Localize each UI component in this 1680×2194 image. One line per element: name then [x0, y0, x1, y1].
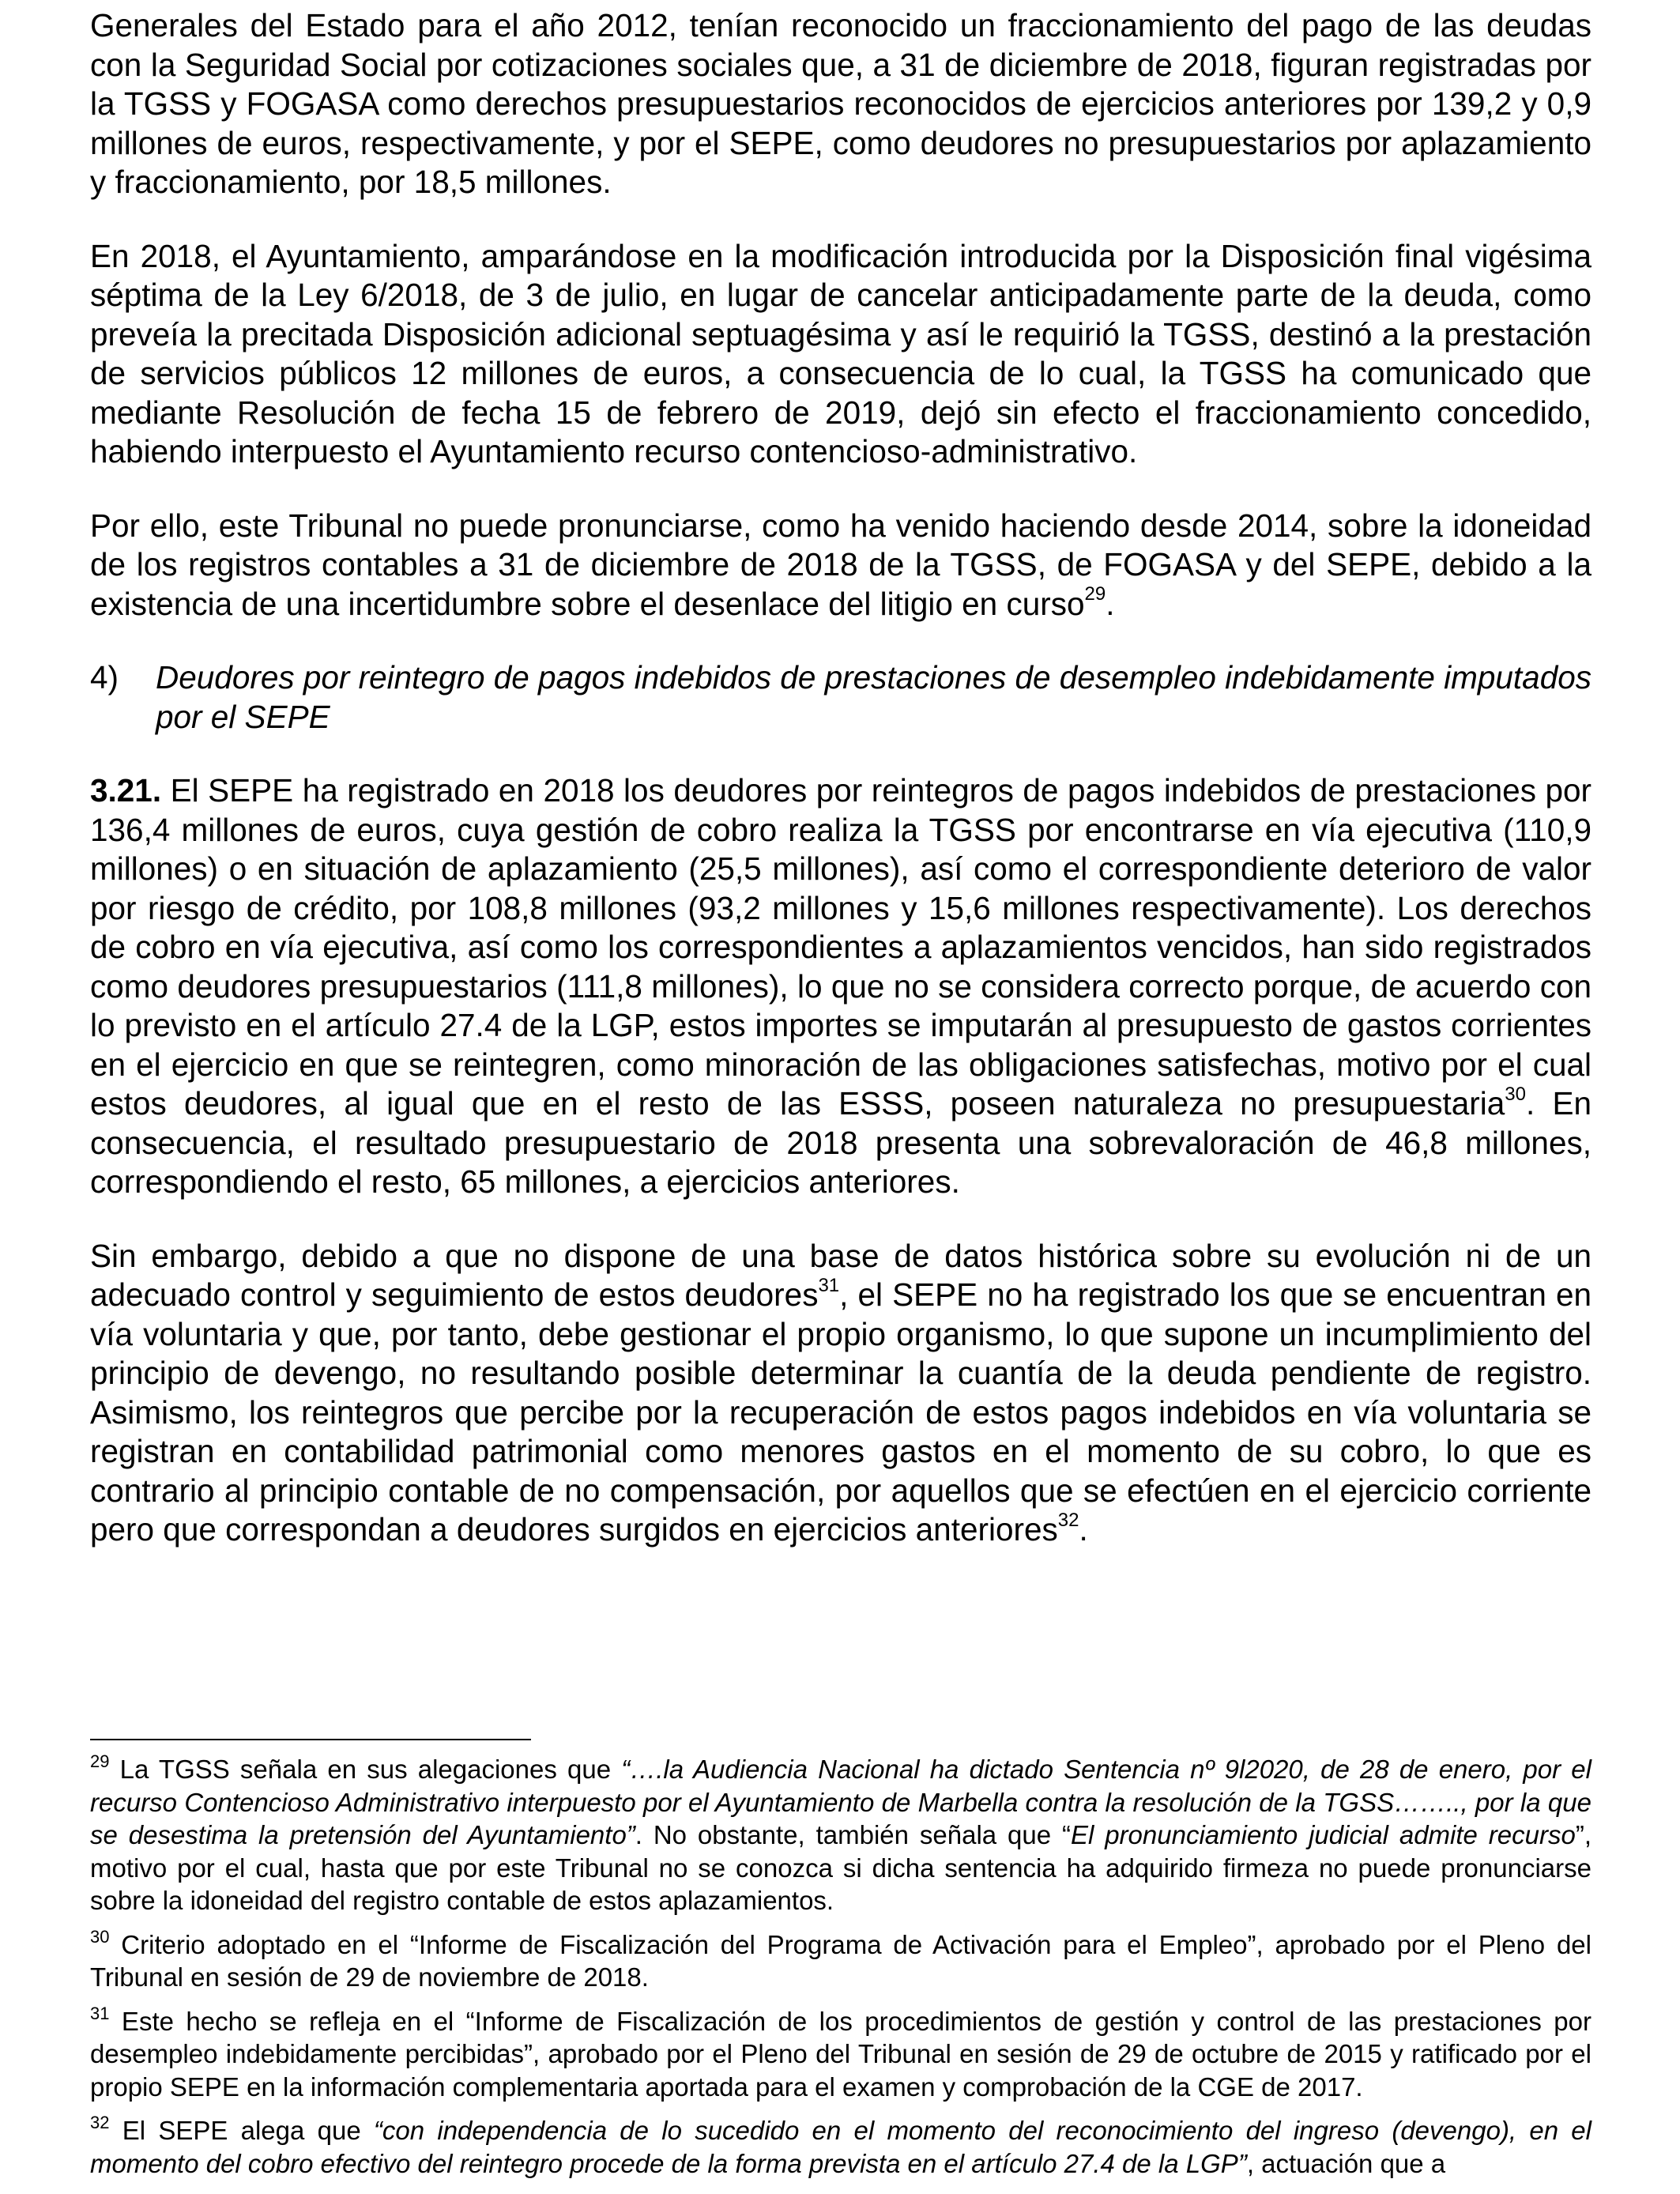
- footnote-29-quote: “….la Audiencia Nacional ha dictado Sentencia nº 9l2020, de 28 de enero, por el recurso Contencioso Administrativo interpuesto por el Ayuntamiento de Marbella contra la resolución de la TGSS…….., por la que se desestima la pretensión del Ayuntamiento”: [90, 1755, 1591, 1849]
- footnote-number: 29: [90, 1751, 110, 1771]
- footnote-32-text-c: , actuación que a: [1246, 2148, 1446, 2178]
- paragraph-3-21-text-b: . En consecuencia, el resultado presupuestario de 2018 presenta una sobrevaloración de 46,8 millones, correspondiendo el resto, 65 millones, a ejercicios anteriores.: [90, 1085, 1591, 1200]
- footnote-29: [90, 1753, 1591, 1917]
- footnote-ref-30[interactable]: 30: [1505, 1083, 1526, 1105]
- paragraph-3: [90, 507, 1591, 624]
- paragraph-number: 3.21.: [90, 772, 162, 809]
- footnote-separator: [90, 1739, 531, 1740]
- footnote-ref-31[interactable]: 31: [818, 1274, 840, 1296]
- page-body: [90, 6, 1591, 1550]
- footnote-32: [90, 2114, 1591, 2180]
- footnote-number: 32: [90, 2113, 110, 2132]
- paragraph-5-text-a: Sin embargo, debido a que no dispone de una base de datos histórica sobre su evolución ni de un adecuado control y seguimiento de estos deudores: [90, 1237, 1591, 1313]
- paragraph-3-text: Por ello, este Tribunal no puede pronunciarse, como ha venido haciendo desde 2014, sobre la idoneidad de los registros contables a 31 de diciembre de 2018 de la TGSS, de FOGASA y del SEPE, debido a la existencia de una incertidumbre sobre el desenlace del litigio en curso: [90, 507, 1591, 622]
- footnote-number: 31: [90, 2003, 110, 2023]
- paragraph-2: En 2018, el Ayuntamiento, amparándose en la modificación introducida por la Disposición final vigésima séptima de la Ley 6/2018, de 3 de julio, en lugar de cancelar anticipadamente parte de la deuda, como preveía la precitada Disposición adicional septuagésima y así le requirió la TGSS, destinó a la prestación de servicios públicos 12 millones de euros, a consecuencia de lo cual, la TGSS ha comunicado que mediante Resolución de fecha 15 de febrero de 2019, dejó sin efecto el fraccionamiento concedido, habiendo interpuesto el Ayuntamiento recurso contencioso-administrativo.: [90, 237, 1591, 469]
- footnote-30-text: Criterio adoptado en el “Informe de Fiscalización del Programa de Activación para el Empleo”, aprobado por el Pleno del Tribunal en sesión de 29 de noviembre de 2018.: [90, 1929, 1591, 1992]
- paragraph-5-end: .: [1079, 1511, 1088, 1547]
- footnote-ref-32[interactable]: 32: [1057, 1509, 1079, 1531]
- footnote-29-quote-2: El pronunciamiento judicial admite recurso: [1070, 1820, 1576, 1849]
- list-item-heading: Deudores por reintegro de pagos indebidos de prestaciones de desempleo indebidamente imputados por el SEPE: [156, 659, 1591, 735]
- footnote-31: [90, 2005, 1591, 2104]
- footnote-29-text-c: . No obstante, también señala que “: [635, 1820, 1071, 1849]
- list-item-4: [90, 658, 1591, 737]
- footnote-30: [90, 1928, 1591, 1994]
- paragraph-3-21: [90, 771, 1591, 1202]
- footnote-29-text-e: ”, motivo por el cual, hasta que por este Tribunal no se conozca si dicha sentencia ha adquirido firmeza no puede pronunciarse sobre la idoneidad del registro contable de estos aplazamientos.: [90, 1820, 1592, 1915]
- footnote-ref-29[interactable]: 29: [1084, 583, 1106, 605]
- footnote-number: 30: [90, 1926, 110, 1947]
- footnote-29-text-a: La TGSS señala en sus alegaciones que: [109, 1755, 622, 1784]
- paragraph-5-text-b: , el SEPE no ha registrado los que se encuentran en vía voluntaria y que, por tanto, debe gestionar el propio organismo, lo que supone un incumplimiento del principio de devengo, no resultando posible determinar la cuantía de la deuda pendiente de registro. Asimismo, los reintegros que percibe por la recuperación de estos pagos indebidos en vía voluntaria se registran en contabilidad patrimonial como menores gastos en el momento de su cobro, lo que es contrario al principio contable de no compensación, por aquellos que se efectúen en el ejercicio corriente pero que correspondan a deudores surgidos en ejercicios anteriores: [90, 1276, 1591, 1547]
- footnote-32-quote: “con independencia de lo sucedido en el momento del reconocimiento del ingreso (devengo), en el momento del cobro efectivo del reintegro procede de la forma prevista en el artículo 27.4 de la LGP”: [90, 2116, 1591, 2178]
- footnote-31-text: Este hecho se refleja en el “Informe de Fiscalización de los procedimientos de gestión y control de las prestaciones por desempleo indebidamente percibidas”, aprobado por el Pleno del Tribunal en sesión de 29 de octubre de 2015 y ratificado por el propio SEPE en la información complementaria aportada para el examen y comprobación de la CGE de 2017.: [90, 2006, 1591, 2102]
- list-item-number: 4): [90, 659, 119, 696]
- paragraph-3-end: .: [1106, 585, 1115, 622]
- paragraph-3-21-text-a: El SEPE ha registrado en 2018 los deudores por reintegros de pagos indebidos de prestaciones por 136,4 millones de euros, cuya gestión de cobro realiza la TGSS por encontrarse en vía ejecutiva (110,9 millones) o en situación de aplazamiento (25,5 millones), así como el correspondiente deterioro de valor por riesgo de crédito, por 108,8 millones (93,2 millones y 15,6 millones respectivamente). Los derechos de cobro en vía ejecutiva, así como los correspondientes a aplazamientos vencidos, han sido registrados como deudores presupuestarios (111,8 millones), lo que no se considera correcto porque, de acuerdo con lo previsto en el artículo 27.4 de la LGP, estos importes se imputarán al presupuesto de gastos corrientes en el ejercicio en que se reintegren, como minoración de las obligaciones satisfechas, motivo por el cual estos deudores, al igual que en el resto de las ESSS, poseen naturaleza no presupuestaria: [90, 772, 1591, 1122]
- paragraph-1: Generales del Estado para el año 2012, tenían reconocido un fraccionamiento del pago de las deudas con la Seguridad Social por cotizaciones sociales que, a 31 de diciembre de 2018, figuran registradas por la TGSS y FOGASA como derechos presupuestarios reconocidos de ejercicios anteriores por 139,2 y 0,9 millones de euros, respectivamente, y por el SEPE, como deudores no presupuestarios por aplazamiento y fraccionamiento, por 18,5 millones.: [90, 7, 1591, 200]
- paragraph-5: [90, 1237, 1591, 1550]
- footnote-32-text-a: El SEPE alega que: [109, 2116, 374, 2145]
- footnotes: [90, 1753, 1591, 2180]
